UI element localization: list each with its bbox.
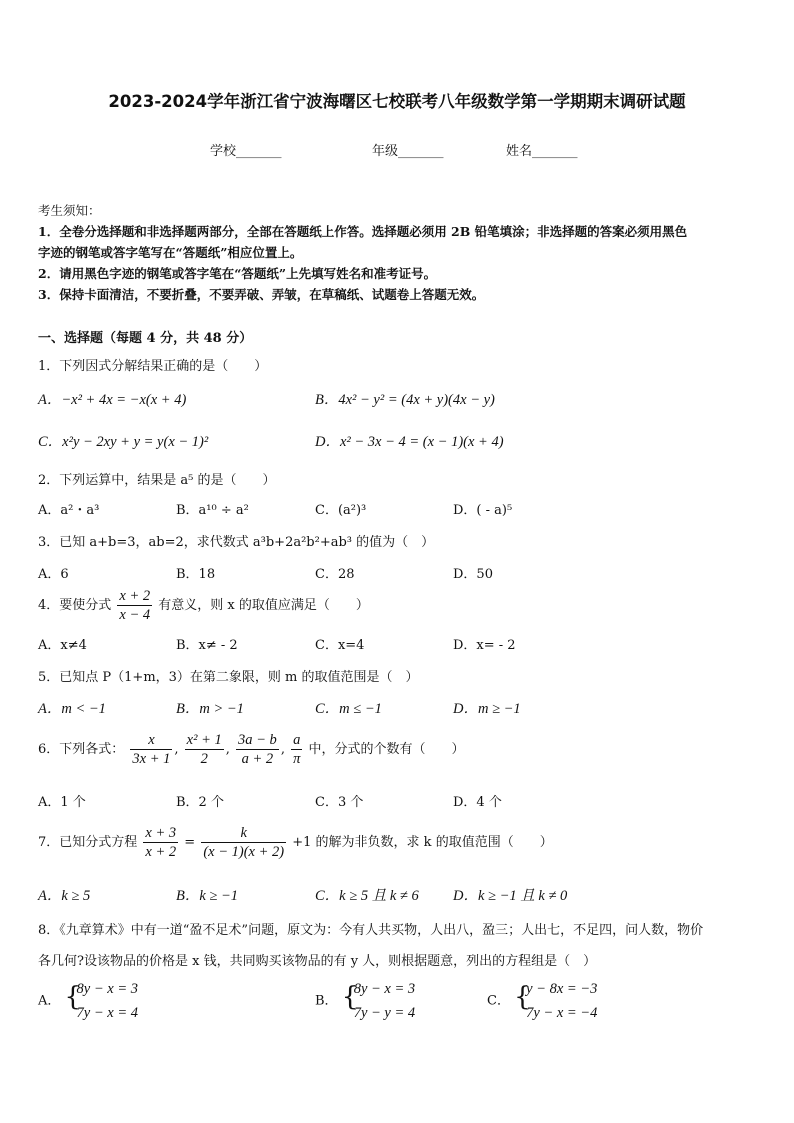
q1-option-c: C．x²y − 2xy + y = y(x − 1)² <box>38 434 209 450</box>
question-4-stem <box>38 587 369 624</box>
q5-option-c: C．m ≤ −1 <box>315 701 382 717</box>
q7-option-d: D．k ≥ −1 且 k ≠ 0 <box>453 888 568 904</box>
q6-f3-den: a + 2 <box>241 751 274 767</box>
q1-option-a: A．−x² + 4x = −x(x + 4) <box>38 392 187 408</box>
q2-option-c: C．(a²)³ <box>315 503 367 518</box>
q8-option-a-system <box>65 977 138 1025</box>
q6-f4-den: π <box>293 751 301 767</box>
q6-f4-num: a <box>291 731 302 750</box>
q6-stem-post: 中，分式的个数有（ ） <box>308 742 465 757</box>
q6-f1-num: x <box>130 731 172 750</box>
q7-stem-post: +1 的解为非负数，求 k 的取值范围（ ） <box>292 835 553 850</box>
q8-option-b <box>315 977 415 1025</box>
q1-option-b: B．4x² − y² = (4x + y)(4x − y) <box>315 392 495 408</box>
q6-f2-den: 2 <box>200 751 208 767</box>
q7-option-b: B．k ≥ −1 <box>176 888 239 904</box>
q6-fraction-4 <box>291 731 302 768</box>
q2-option-b: B．a¹⁰ ÷ a² <box>176 503 249 518</box>
q4-option-d: D．x= - 2 <box>453 638 516 653</box>
q6-option-a: A．1 个 <box>38 795 86 810</box>
q6-f3-num: 3a − b <box>238 732 277 748</box>
notice-item-2: 2．请用黑色字迹的钢笔或答字笔在“答题纸”上先填写姓名和准考证号。 <box>38 266 437 281</box>
q6-stem-pre: 6．下列各式： <box>38 742 125 757</box>
q8-b-eq-2: 7y − y = 4 <box>353 1005 416 1021</box>
q6-option-c: C．3 个 <box>315 795 364 810</box>
notice-item-3: 3．保持卡面清洁，不要折叠，不要弄破、弄皱，在草稿纸、试题卷上答题无效。 <box>38 287 485 302</box>
q7-right-num: k <box>201 824 286 843</box>
q7-right-fraction <box>201 824 286 861</box>
grade-field: 年级_______ <box>372 144 444 159</box>
q3-option-b: B．18 <box>176 567 216 582</box>
q4-denominator: x − 4 <box>119 607 151 623</box>
q8-a-eq-1: { 8y − x = 3 <box>76 981 138 997</box>
q6-f2-num: x² + 1 <box>186 732 222 748</box>
q7-stem-pre: 7．已知分式方程 <box>38 835 138 850</box>
q8-c-eq-2: 7y − x = −4 <box>526 1005 598 1021</box>
q8-option-a-label: A． <box>38 993 61 1009</box>
q8-c-eq-1: { y − 8x = −3 <box>526 981 598 997</box>
q3-option-d: D．50 <box>453 567 493 582</box>
question-8-stem <box>38 915 758 977</box>
q2-option-d: D．( - a)⁵ <box>453 503 513 518</box>
q4-stem-post: 有意义，则 x 的取值应满足（ ） <box>158 598 369 613</box>
q6-option-d: D．4 个 <box>453 795 502 810</box>
notice-heading: 考生须知： <box>38 203 101 218</box>
q7-right-den: (x − 1)(x + 2) <box>203 844 285 860</box>
q8-option-a <box>38 977 138 1025</box>
q8-line-2: 各几何?设该物品的价格是 x 钱，共同购买该物品的有 y 人，则根据题意，列出的方程组是（ ） <box>38 954 597 969</box>
q6-fraction-3 <box>236 731 279 768</box>
q8-b-eq-1: { 8y − x = 3 <box>353 981 416 997</box>
q5-option-a: A．m < −1 <box>38 701 106 717</box>
q6-option-b: B．2 个 <box>176 795 224 810</box>
q7-left-den: x + 2 <box>145 844 177 860</box>
q4-fraction <box>117 587 152 624</box>
q4-option-c: C．x=4 <box>315 638 365 653</box>
notice-block <box>38 200 758 305</box>
q6-fraction-1 <box>130 731 172 768</box>
q7-option-c: C．k ≥ 5 且 k ≠ 6 <box>315 888 419 904</box>
question-3-stem: 3．已知 a+b=3，ab=2，求代数式 a³b+2a²b²+ab³ 的值为（ ） <box>38 535 435 550</box>
q8-a-eq-2: 7y − x = 4 <box>76 1005 138 1021</box>
notice-item-1a: 1．全卷分选择题和非选择题两部分，全部在答题纸上作答。选择题必须用 2B 铅笔填涂；非选择题的答案必须用黑色 <box>38 224 688 239</box>
question-1-stem: 1．下列因式分解结果正确的是（ ） <box>38 359 268 374</box>
q8-option-c <box>487 977 597 1025</box>
q8-option-c-system <box>514 977 597 1025</box>
question-7-stem <box>38 824 553 861</box>
school-field: 学校_______ <box>210 144 282 159</box>
page-title: 2023-2024学年浙江省宁波海曙区七校联考八年级数学第一学期期末调研试题 <box>108 92 686 111</box>
notice-item-1b: 字迹的钢笔或答字笔写在“答题纸”相应位置上。 <box>38 245 303 260</box>
name-field: 姓名_______ <box>506 144 578 159</box>
q4-option-b: B．x≠ - 2 <box>176 638 238 653</box>
question-2-stem: 2．下列运算中，结果是 a⁵ 的是（ ） <box>38 473 276 488</box>
q8-option-b-label: B． <box>315 993 338 1009</box>
q4-option-a: A．x≠4 <box>38 638 87 653</box>
q7-left-fraction <box>143 824 178 861</box>
q3-option-c: C．28 <box>315 567 355 582</box>
q1-option-d: D．x² − 3x − 4 = (x − 1)(x + 4) <box>315 434 504 450</box>
q5-option-d: D．m ≥ −1 <box>453 701 521 717</box>
q7-equals: = <box>184 835 196 850</box>
q8-line-1: 8．《九章算术》中有一道“盈不足术”问题，原文为：今有人共买物，人出八，盈三；人出七，不足四，问人数，物价 <box>38 923 704 938</box>
q7-option-a: A．k ≥ 5 <box>38 888 91 904</box>
q4-numerator: x + 2 <box>119 588 151 604</box>
q3-option-a: A．6 <box>38 567 69 582</box>
q6-f1-den: 3x + 1 <box>132 751 171 767</box>
q8-option-c-label: C． <box>487 993 510 1009</box>
q8-option-b-system <box>342 977 415 1025</box>
q2-option-a: A．a²・a³ <box>38 503 100 518</box>
question-6-stem: 6．下列各式： $\frac{x}{3x + 1}$ , $\frac{\text{x² + 1}}{2}$ , $\frac{3a - b}{a + 2}$ , $\frac{a}{\pi}$ 中，分式的个数有（ ） <box>38 732 465 767</box>
question-5-stem: 5．已知点 P（1+m，3）在第二象限，则 m 的取值范围是（ ） <box>38 670 419 685</box>
q6-fraction-2 <box>185 731 224 768</box>
section-heading: 一、选择题（每题 4 分，共 48 分） <box>38 331 253 346</box>
q5-option-b: B．m > −1 <box>176 701 244 717</box>
q4-stem-pre: 4．要使分式 <box>38 598 112 613</box>
q7-left-num: x + 3 <box>145 825 177 841</box>
